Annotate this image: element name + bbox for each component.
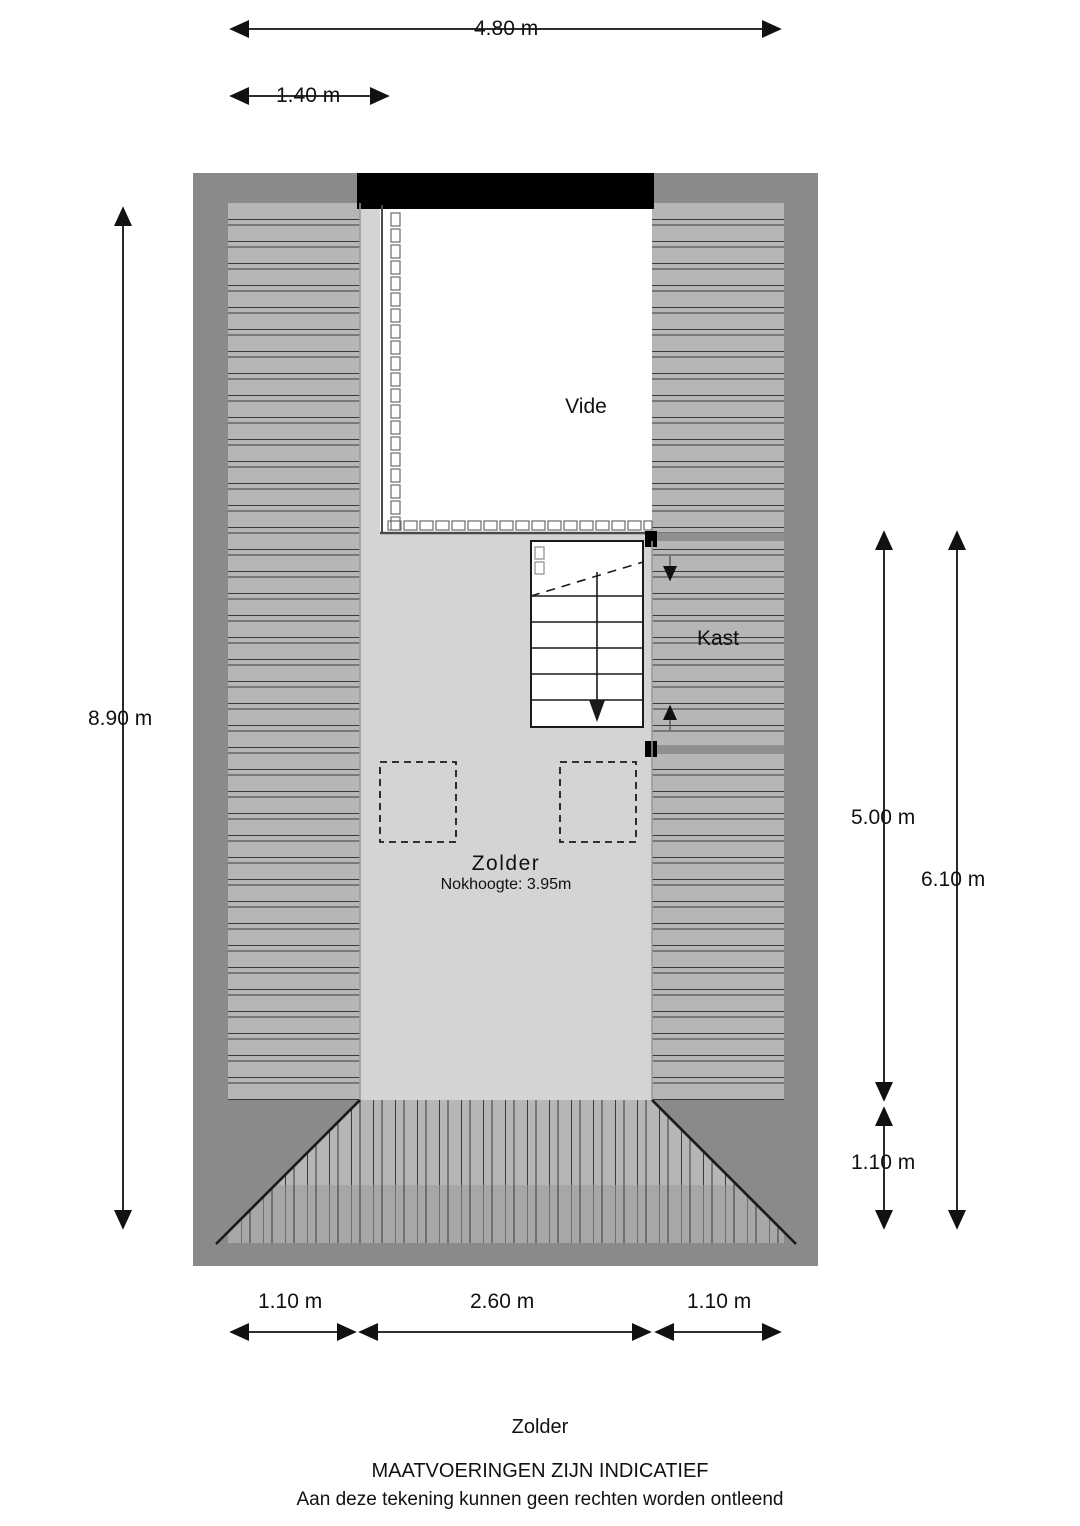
dim-top-overall-label: 4.80 m [474,17,539,40]
kast-door-jamb-bottom [645,741,657,757]
dim-right-500-label: 5.00 m [851,806,916,829]
dim-bottom-left-label: 1.10 m [258,1290,323,1313]
top-opening-black [357,173,654,209]
dim-bottom-right-label: 1.10 m [687,1290,752,1313]
dim-right-110-label: 1.10 m [851,1151,916,1174]
outer-wall-left [193,173,228,1266]
dim-bottom-middle-label: 2.60 m [470,1290,535,1313]
outer-wall-bottom [193,1243,818,1266]
roof-slope-right [652,203,784,1243]
vide-void [380,203,652,533]
outer-wall-right [784,173,818,1266]
roof-slope-left [228,203,360,1243]
staircase [531,541,643,727]
dim-left-overall-label: 8.90 m [88,707,153,730]
room-label-zolder: Zolder [471,852,541,875]
footer-caption: Zolder [511,1416,569,1438]
kast-door-jamb-top [645,531,657,547]
footer-disclaimer-line1: MAATVOERINGEN ZIJN INDICATIEF [371,1460,709,1482]
roof-slope-bottom-shade [228,1185,784,1243]
dim-right-610-label: 6.10 m [921,868,986,891]
room-label-vide: Vide [565,395,607,418]
dim-top-partial-label: 1.40 m [276,84,341,107]
room-sublabel-nokhoogte: Nokhoogte: 3.95m [440,876,572,893]
room-label-kast: Kast [696,627,740,650]
kast-wall-bottom [652,745,784,754]
kast-wall-top [652,533,784,541]
footer-disclaimer-line2: Aan deze tekening kunnen geen rechten worden ontleend [296,1489,784,1510]
